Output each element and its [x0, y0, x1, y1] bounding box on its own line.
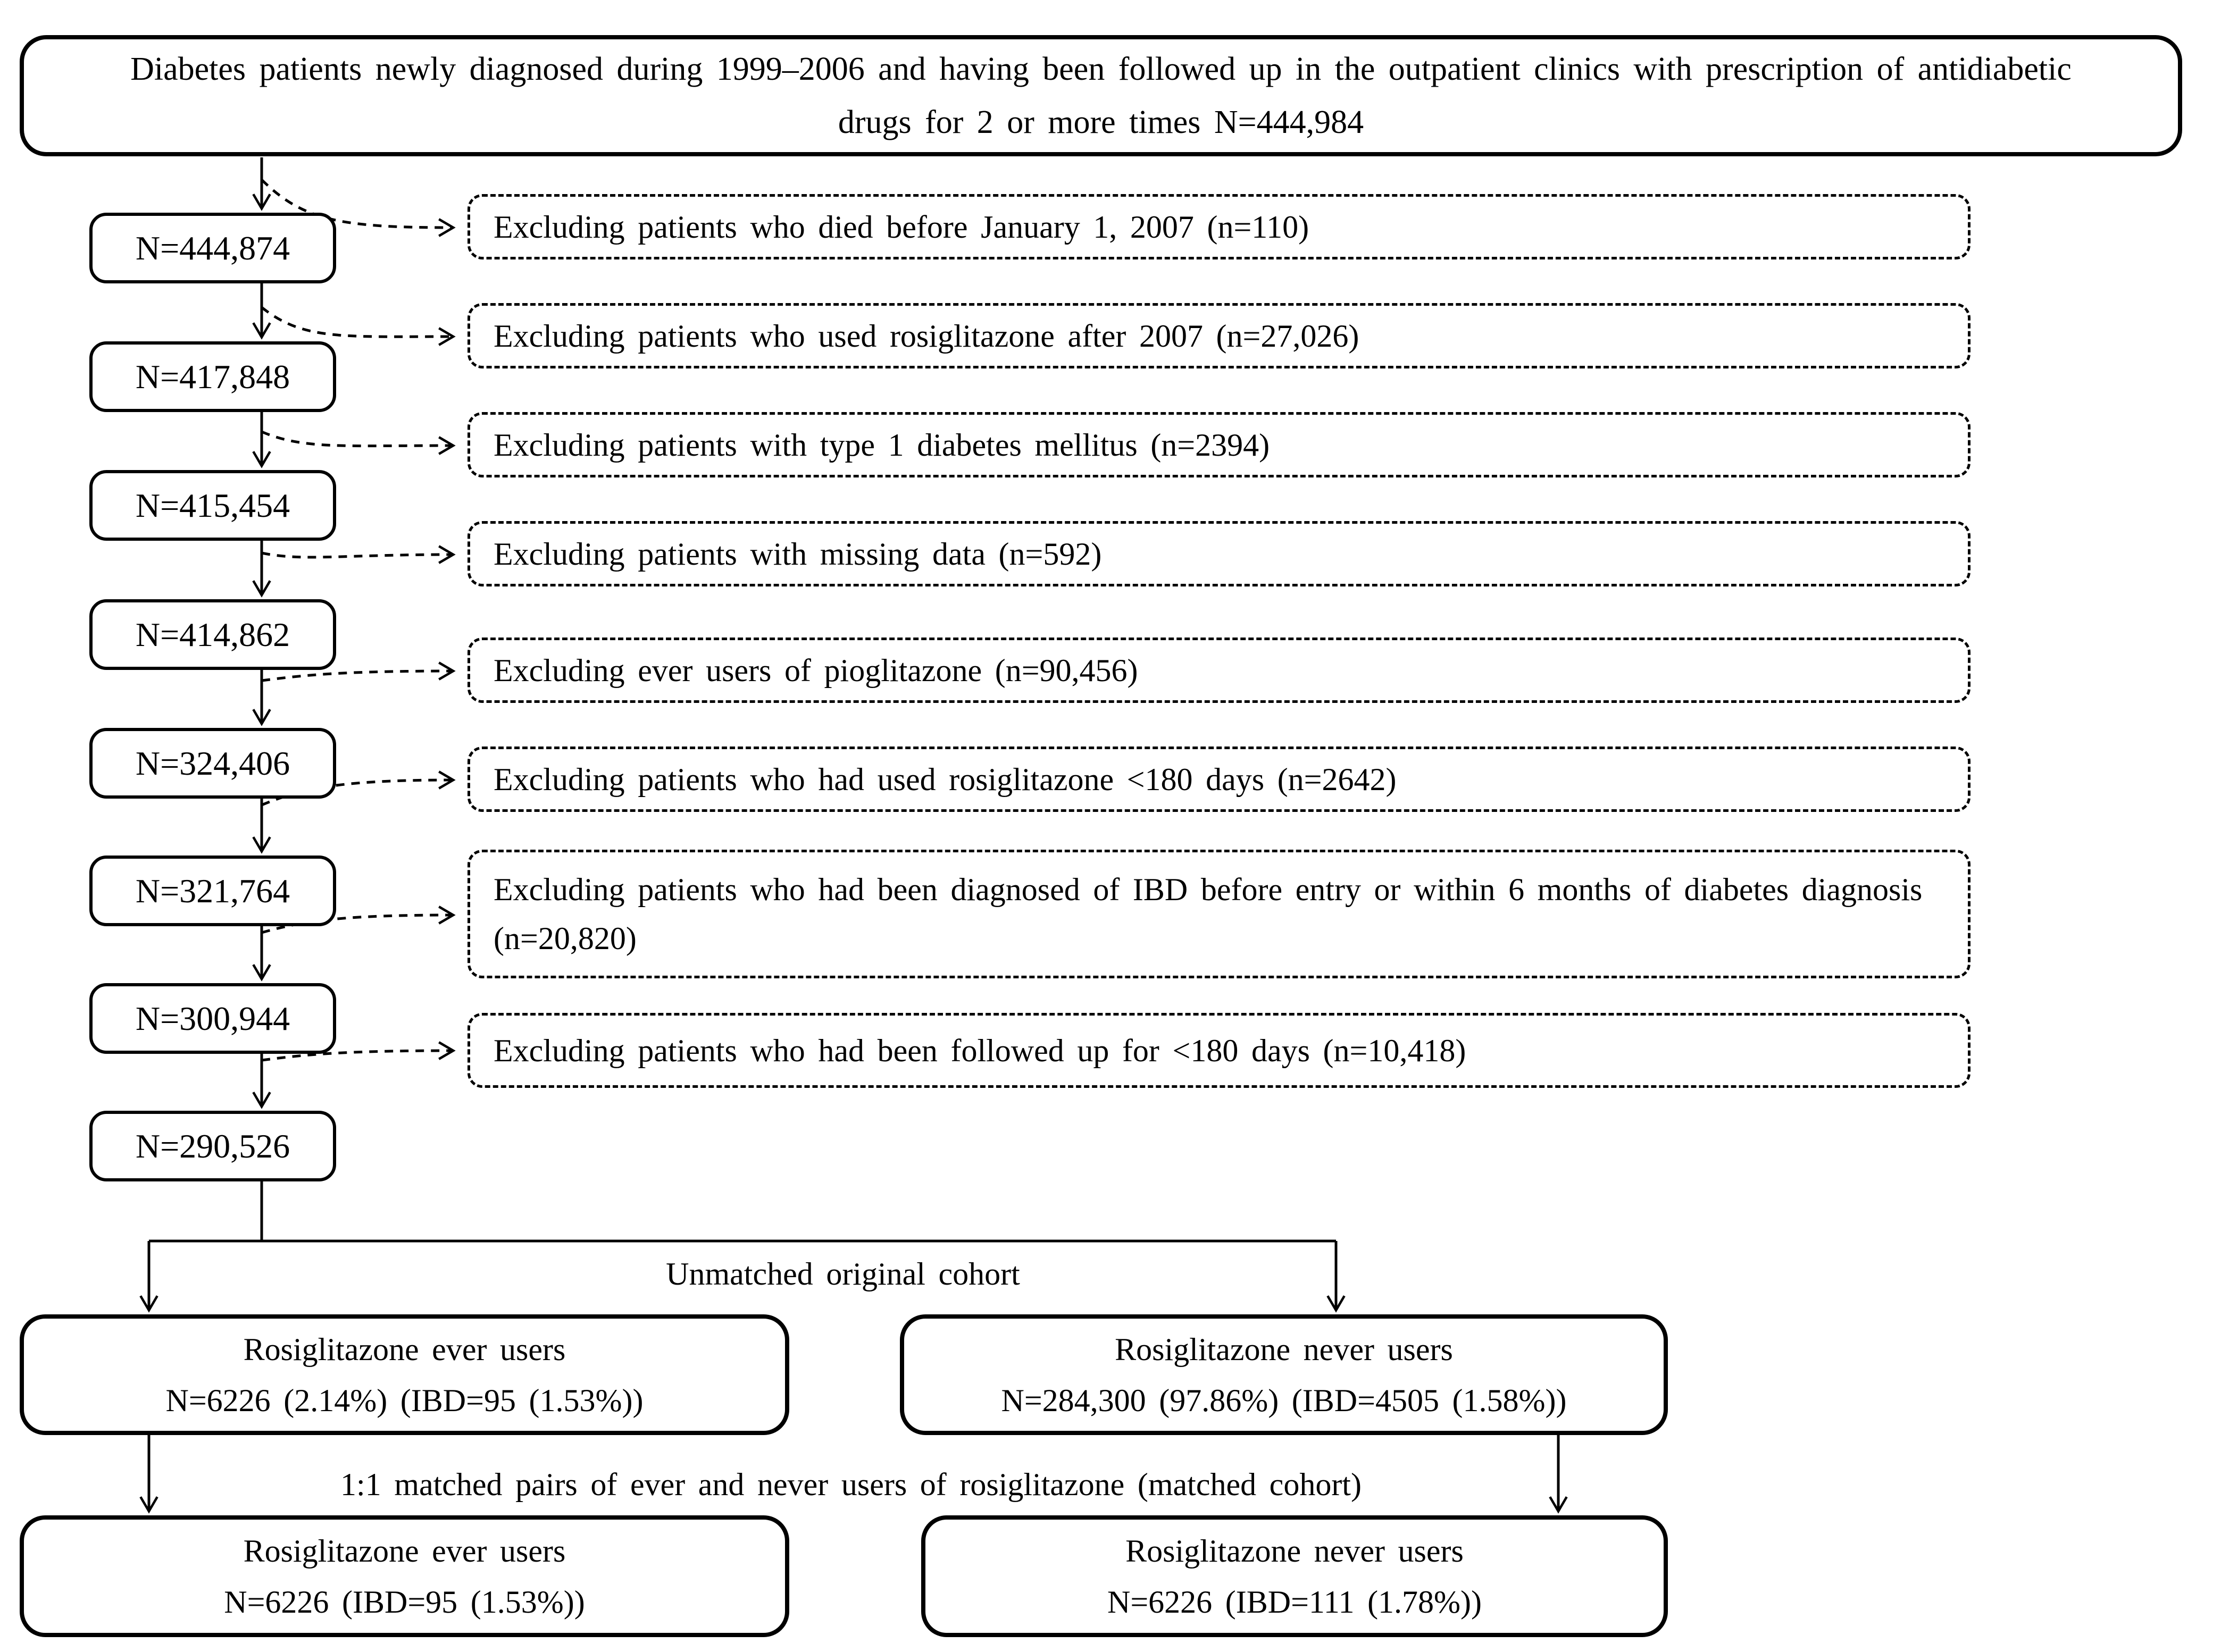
unmatched-never-users-box [900, 1314, 1668, 1435]
dashed-arrow-exclusion-2 [262, 307, 452, 337]
group-stats: N=6226 (2.14%) (IBD=95 (1.53%)) [165, 1382, 644, 1418]
exclusion-text: Excluding patients who had used rosiglitazone <180 days (n=2642) [494, 761, 1397, 797]
group-title: Rosiglitazone ever users [243, 1331, 566, 1367]
cohort-size-text: N=321,764 [135, 871, 290, 910]
cohort-size-text: N=415,454 [135, 486, 290, 524]
cohort-size-box-6 [89, 856, 336, 926]
dashed-arrow-exclusion-3 [262, 432, 452, 446]
cohort-size-box-3 [89, 470, 336, 541]
exclusion-text: Excluding patients who died before January 1, 2007 (n=110) [494, 209, 1309, 245]
dashed-arrow-exclusion-4 [262, 553, 452, 557]
cohort-size-text: N=417,848 [135, 357, 290, 396]
exclusion-box-7 [467, 850, 1970, 978]
cohort-size-text: N=324,406 [135, 744, 290, 782]
cohort-size-text: N=414,862 [135, 615, 290, 653]
group-stats: N=6226 (IBD=95 (1.53%)) [224, 1584, 585, 1620]
cohort-size-text: N=290,526 [135, 1127, 290, 1165]
exclusion-box-6 [467, 747, 1970, 812]
unmatched-ever-users-box [20, 1314, 789, 1435]
exclusion-text: Excluding patients who used rosiglitazone after 2007 (n=27,026) [494, 318, 1359, 354]
exclusion-text: Excluding patients who had been diagnosed of IBD before entry or within 6 months of diabetes diagnosis (n=20,820) [494, 872, 1923, 956]
matched-never-users-box [921, 1515, 1668, 1637]
exclusion-box-3 [467, 412, 1970, 477]
group-title: Rosiglitazone never users [1125, 1533, 1464, 1569]
dashed-arrow-exclusion-5 [262, 671, 452, 681]
cohort-size-box-5 [89, 728, 336, 799]
matched-cohort-label: 1:1 matched pairs of ever and never users of rosiglitazone (matched cohort) [340, 1467, 1362, 1502]
cohort-size-box-4 [89, 599, 336, 670]
exclusion-box-2 [467, 303, 1970, 368]
exclusion-text: Excluding patients with type 1 diabetes mellitus (n=2394) [494, 427, 1270, 463]
cohort-size-box-1 [89, 213, 336, 283]
population-box [20, 35, 2182, 156]
cohort-size-box-2 [89, 341, 336, 412]
group-title: Rosiglitazone never users [1115, 1331, 1453, 1367]
matched-ever-users-box [20, 1515, 789, 1637]
group-stats: N=284,300 (97.86%) (IBD=4505 (1.58%)) [1001, 1382, 1567, 1418]
exclusion-text: Excluding ever users of pioglitazone (n=90,456) [494, 652, 1138, 688]
cohort-size-box-7 [89, 983, 336, 1054]
unmatched-cohort-label: Unmatched original cohort [666, 1256, 1020, 1292]
group-stats: N=6226 (IBD=111 (1.78%)) [1107, 1584, 1482, 1620]
cohort-size-box-8 [89, 1111, 336, 1181]
exclusion-box-8 [467, 1013, 1970, 1088]
exclusion-box-5 [467, 638, 1970, 703]
exclusion-box-4 [467, 521, 1970, 586]
population-text: Diabetes patients newly diagnosed during 1999–2006 and having been followed up in the outpatient clinics with prescription of antidiabetic drugs for 2 or more times N=444,984 [130, 51, 2072, 140]
cohort-size-text: N=300,944 [135, 999, 290, 1037]
exclusion-text: Excluding patients who had been followed up for <180 days (n=10,418) [494, 1033, 1466, 1068]
exclusion-box-1 [467, 194, 1970, 259]
exclusion-text: Excluding patients with missing data (n=592) [494, 536, 1102, 572]
branch-line [149, 1181, 1336, 1241]
cohort-size-text: N=444,874 [135, 229, 290, 267]
group-title: Rosiglitazone ever users [243, 1533, 566, 1569]
